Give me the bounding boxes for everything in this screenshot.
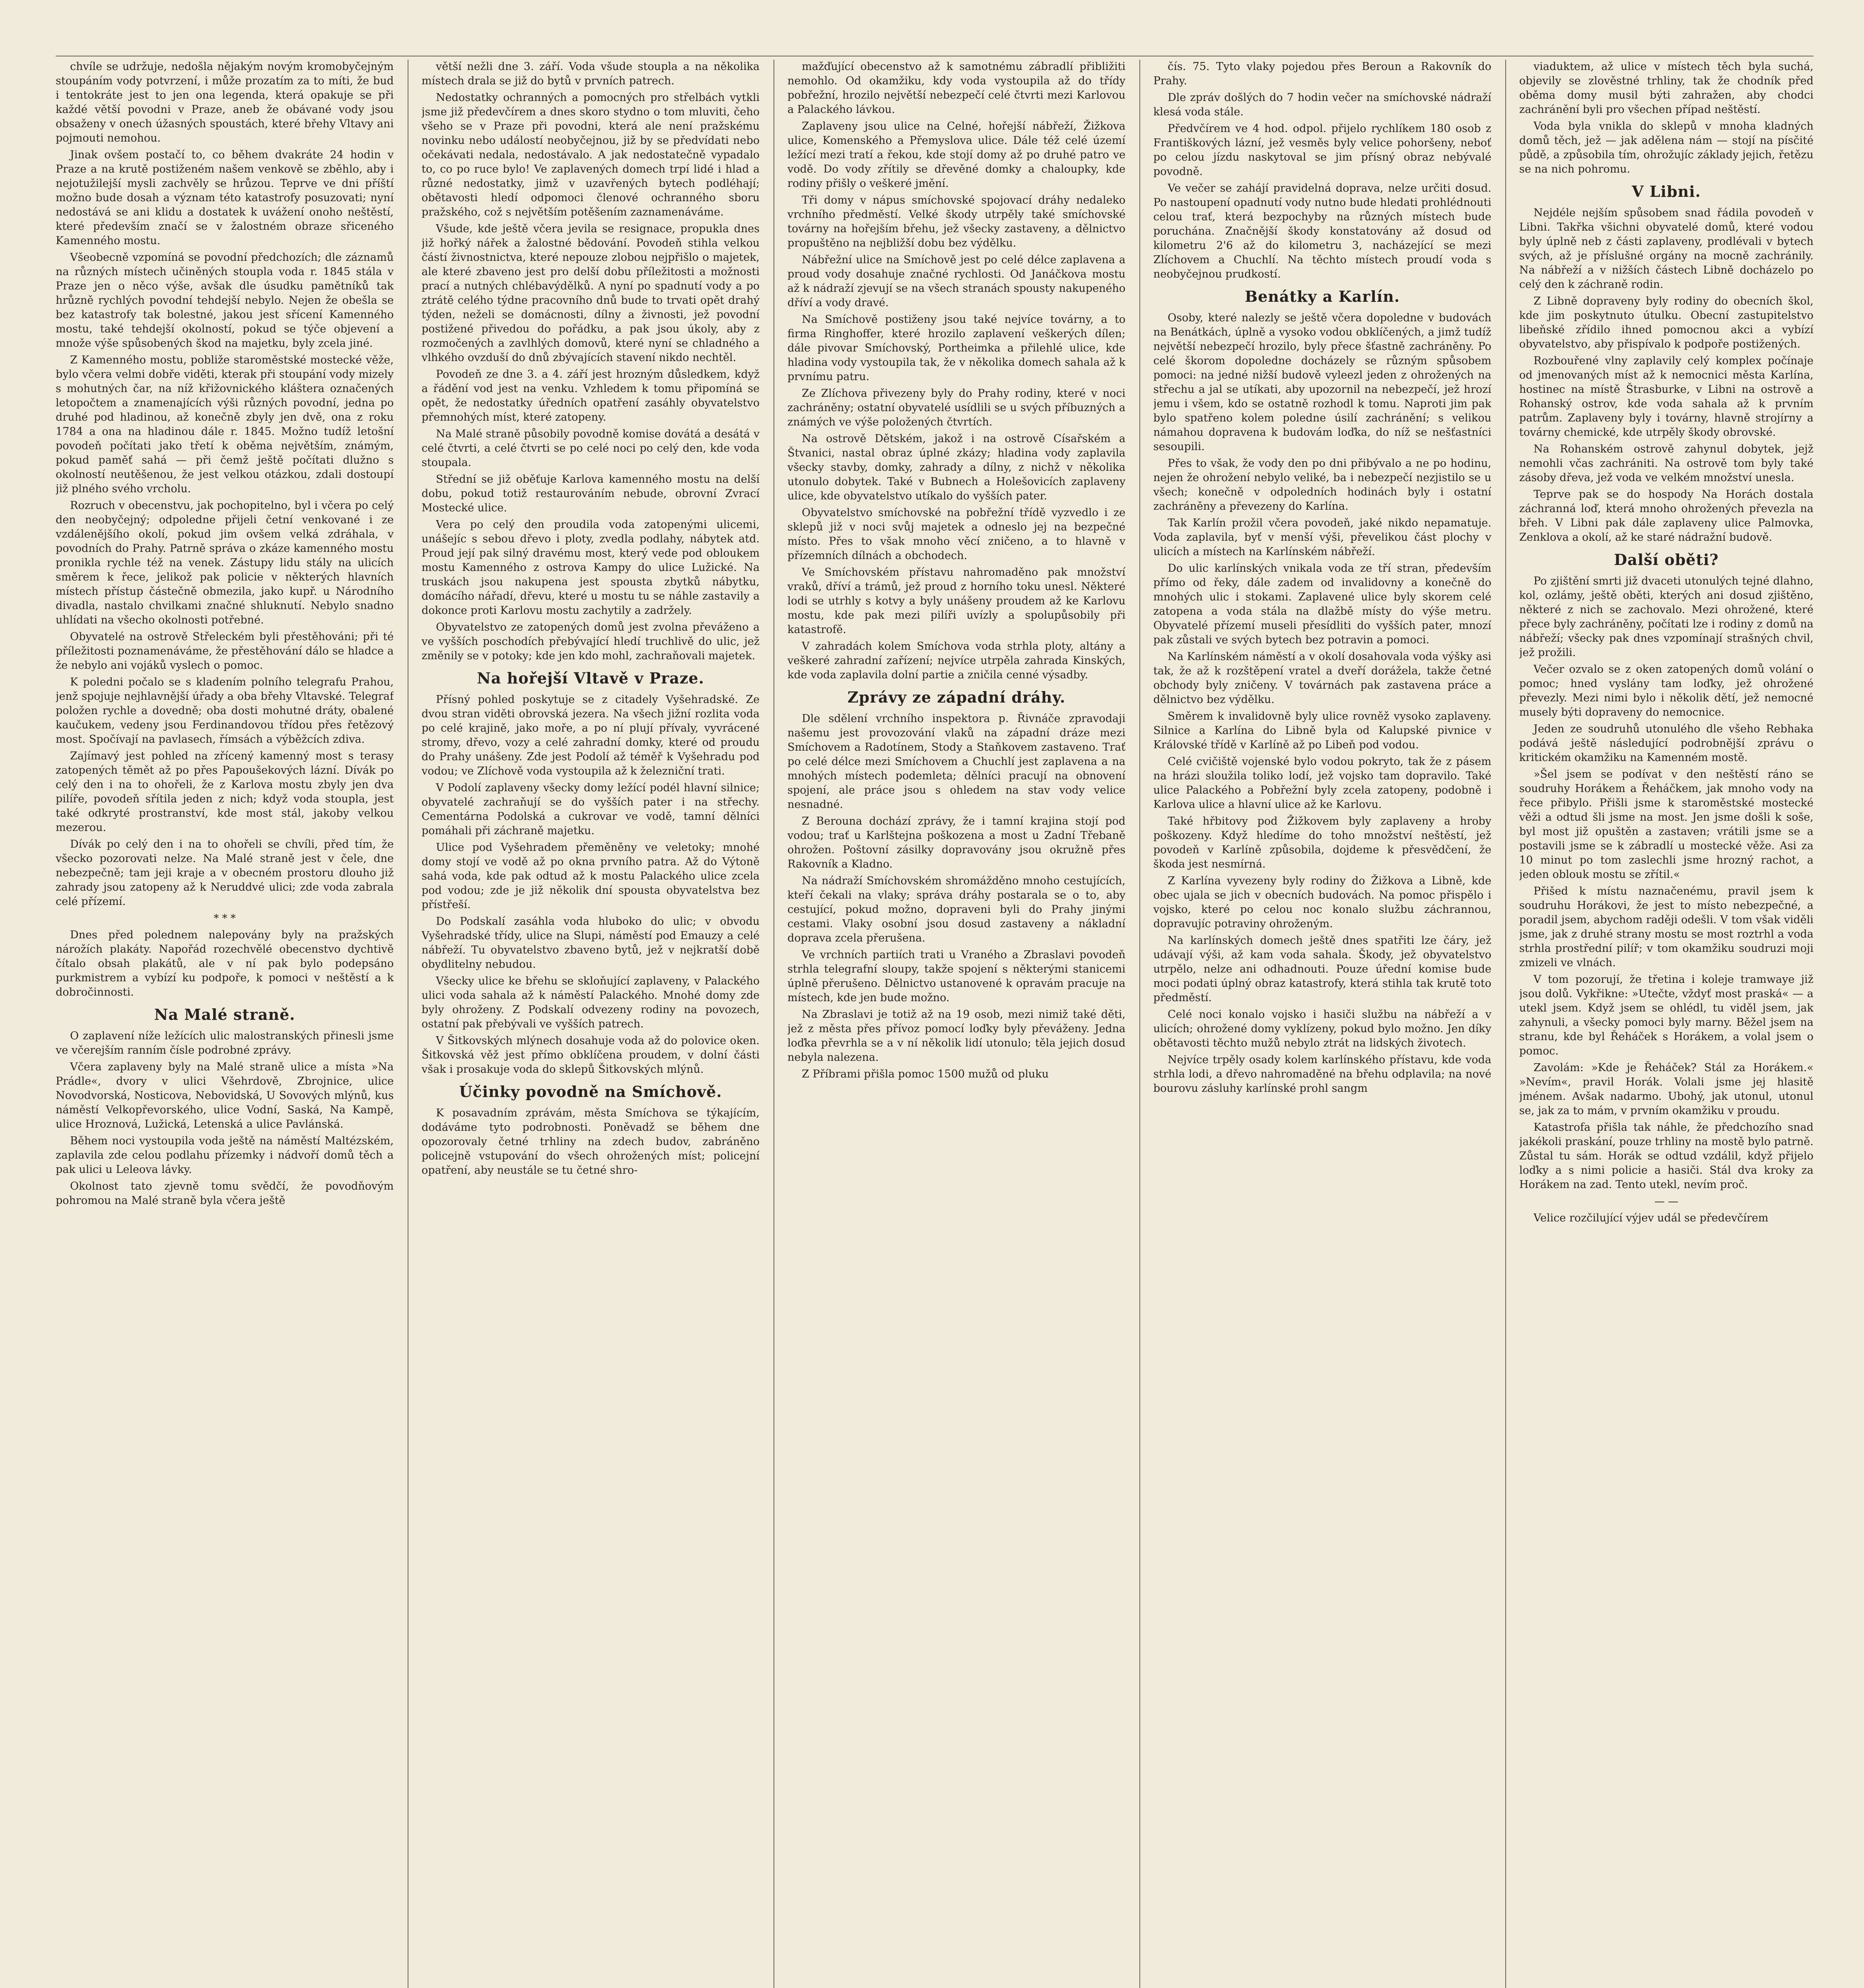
article-paragraph: Na Smíchově postiženy jsou také nejvíce továrny, a to firma Ringhoffer, které hrozilo zaplavení veškerých dílen; dále pivovar Smíchovský, Portheimka a přilehlé ulice, kde hladina vody vystoupila tak, že v několika domech sahala až k prvnímu patru. [787, 313, 1125, 383]
article-paragraph: Na Zbraslavi je totiž až na 19 osob, mezi nimiž také děti, jež z města přes přívoz pomocí loďky byly převáženy. Jedna loďka převrhla se a v ní několik lidí utonulo; těla jejich dosud nebyla nalezena. [787, 1008, 1125, 1064]
article-paragraph: V Podolí zaplaveny všecky domy ležící podél hlavní silnice; obyvatelé zachraňují se do vyšších pater i na střechy. Cementárna Podolská a cukrovar ve vodě, tamní dělníci pomáhali při záchraně majetku. [422, 782, 760, 837]
article-paragraph: V zahradách kolem Smíchova voda strhla ploty, altány a veškeré zahradní zařízení; nejvíce utrpěla zahrada Kinských, kde voda zaplavila dolní partie a zničila cenné výsadby. [787, 640, 1125, 681]
section-heading: Další oběti? [1614, 551, 1719, 569]
article-paragraph: Z Kamenného mostu, pobliže staroměstské mostecké věže, bylo včera velmi dobře viděti, kterak při stoupání vody mizely s mohutných čar, na níž křižovnického kláštera označených letopočtem a znamenajících výši různých povodní, jedna po druhé pod hladinou, až konečně zbyly jen dvě, ona z roku 1784 a ona na hladinou dále r. 1845. Možno tudíž letošní povodeň počítati jako třetí k oběma největším, známým, pokud paměť sahá — při čemž ještě počítati dlužno s okolností neutěšenou, že jest velkou otázkou, zdali dostoupí již plného svého vrcholu. [56, 354, 394, 495]
article-paragraph: Z Karlína vyvezeny byly rodiny do Žižkova a Libně, kde obec ujala se jich v obecních budovách. Na pomoc přispělo i vojsko, které po celou noc konalo službu záchrannou, dopravujíc potraviny ohroženým. [1153, 875, 1491, 930]
section-heading: Benátky a Karlín. [1245, 287, 1400, 305]
article-paragraph: Střední se již oběťuje Karlova kamenného mostu na delší dobu, pokud totiž restaurováním nebude, obrovní Zvrací Mostecké ulice. [422, 473, 760, 514]
article-paragraph: Osoby, které nalezly se ještě včera dopoledne v budovách na Benátkách, úplně a vysoko vodou obklíčených, a jimž tudíž největší nebezpečí hrozilo, byly přece šťastně zachráněny. Po celé škorom dopoledne docházely se různým spůsobem pomoci: na jedné nižší budově vyleezl jeden z ohrožených na střechu a jal se utíkati, aby upozornil na nebezpečí, jež hrozí jemu i všem, kdo se ostatně rozhodl k tomu. Naproti jim pak bylo spatřeno kolem poledne úsilí zachránění; s velikou námahou dopravena k budovám loďka, do níž se nešťastníci sesoupili. [1153, 312, 1491, 453]
column-divider [1505, 60, 1506, 1988]
article-paragraph: Ze Zlíchova přivezeny byly do Prahy rodiny, které v noci zachráněny; ostatní obyvatelé usídlili se u svých příbuzných a známých ve výše položených čtvrtích. [787, 387, 1125, 428]
article-paragraph: Zaplaveny jsou ulice na Celné, hořejší nábřeží, Žižkova ulice, Komenského a Přemyslova ulice. Dále též celé území ležící mezi tratí a řekou, kde stojí domy až po druhé patro ve vodě. Do vody zřítily se dřevěné domky a chaloupky, kde rodiny přišly o veškeré jmění. [787, 120, 1125, 190]
article-paragraph: Na karlínských domech ještě dnes spatřiti lze čáry, jež udávají výši, až kam voda sahala. Škody, jež obyvatelstvo utrpělo, nelze ani odhadnouti. Pouze úřední komise bude moci podati úplný obraz katastrofy, která stihla tak krutě toto předměstí. [1153, 934, 1491, 1004]
article-paragraph: Předvčírem ve 4 hod. odpol. přijelo rychlíkem 180 osob z Františkových lázní, jež vesměs byly velice pohoršeny, neboť po celou jízdu naskytoval se jim přísný obraz nebývalé povodně. [1153, 122, 1491, 178]
section-heading: V Libni. [1632, 182, 1701, 200]
article-paragraph: Po zjištění smrti již dvaceti utonulých tejné dlahno, kol, ozlámy, ještě oběti, kterých ani dosud zjištěno, některé z nich se zachovalo. Mezi ohrožené, které přece byly zachráněny, počítati lze i rodiny z domů na nábřeží; všecky pak dnes vzpomínají strašných chvil, jež prožili. [1519, 575, 1813, 659]
article-paragraph: Dívák po celý den i na to ohořeli se chvíli, před tím, že všecko pozorovati nelze. Na Malé straně jest v čele, dne nebezpečně; tam jeji kraje a v obecném prostoru dlouho již zahrady jsou zatopeny až k Neruddvé ulici; zde voda zabrala celé přízemí. [56, 838, 394, 908]
article-paragraph: Velice rozčilující výjev udál se předevčírem [1534, 1212, 1769, 1224]
section-separator: * * * [214, 912, 236, 924]
article-paragraph: »Šel jsem se podívat v den neštěstí ráno se soudruhy Horákem a Řeháčkem, jak mnoho vody na řece přibylo. Přišli jsme k staroměstské mostecké věži a odtud šli jsme na most. Jen jsme došli k soše, byl most již opuštěn a zastaven; vrátili jsme se a postavili jsme se k zábradlí u mostecké věže. Asi za 10 minut po tom zaslechli jsme hrozný rachot, a jeden oblouk mostu se zřítil.« [1519, 768, 1813, 881]
article-paragraph: K poledni počalo se s kladením polního telegrafu Prahou, jenž spojuje nejhlavnější úřady a oba břehy Vltavské. Telegraf položen rychle a dovedně; oba dosti mohutné dráty, obalené kaučukem, vedeny jsou Ferdinandovou třídou přes řetězový most. Spočívají na pavlasech, římsách a výběžcích zdiva. [56, 676, 394, 746]
article-paragraph: mažďující obecenstvo až k samotnému zábradlí přibližiti nemohlo. Od okamžiku, kdy voda vystoupila až do třídy pobřežní, hrozilo největší nebezpečí celé čtvrti mezi Karlovou a Palackého lávkou. [787, 60, 1125, 116]
article-paragraph: Také hřbitovy pod Žižkovem byly zaplaveny a hroby poškozeny. Když hledíme do toho množství neštěstí, jež povodeň v Karlíně způsobila, dojdeme k přesvědčení, že škoda jest nesmírná. [1153, 815, 1491, 870]
section-heading: Na hořejší Vltavě v Praze. [477, 669, 704, 687]
article-paragraph: Přišed k místu naznačenému, pravil jsem k soudruhu Horákovi, že jest to místo nebezpečné, a poradil jsem, abychom raději odešli. V tom však viděli jsme, jak z druhé strany mostu se most roztrhl a voda strhla prostřední pilíř; v tom okamžiku soudruzi moji zmizeli ve vlnách. [1519, 885, 1813, 969]
article-paragraph: O zaplavení níže ležících ulic malostranských přinesli jsme ve včerejším ranním čísle podrobné zprávy. [56, 1030, 394, 1056]
article-paragraph: Nejvíce trpěly osady kolem karlínského přístavu, kde voda strhla lodi, a dřevo nahromaděné na břehu odplavila; na nové bourovu zásluhy karlínské prohl sangm [1153, 1054, 1491, 1095]
article-paragraph: Z Libně dopraveny byly rodiny do obecních škol, kde jim poskytnuto útulku. Obecní zastupitelstvo libeňské zřídilo ihned pomocnou akci a vybízí obyvatelstvo, aby přispívalo k podpoře postižených. [1519, 295, 1813, 350]
section-separator: — — [1654, 1196, 1679, 1208]
article-paragraph: Nábřežní ulice na Smíchově jest po celé délce zaplavena a proud vody dosahuje značné rychlosti. Od Janáčkova mostu až k nádraží zjevují se na všech stranách spousty nakupeného dříví a vody dravé. [787, 254, 1125, 309]
article-paragraph: Přes to však, že vody den po dni přibývalo a ne po hodinu, nejen že ohrožení nebylo veliké, ba i nebezpečí nezjistilo se u všech; konečně v odpoledních hodinách byly i ostatní zachráněny a převezeny do Karlína. [1153, 457, 1491, 513]
article-paragraph: Dle zpráv došlých do 7 hodin večer na smíchovské nádraží klesá voda stále. [1153, 91, 1491, 118]
article-paragraph: Ve vrchních partiích trati u Vraného a Zbraslavi povodeň strhla telegrafní sloupy, takže spojení s některými stanicemi úplně přerušeno. Dělnictvo ustanovené k opravám pracuje na místech, kde jen bude možno. [787, 949, 1125, 1004]
article-paragraph: Celé cvičiště vojenské bylo vodou pokryto, tak že z pásem na hrázi sloužila toliko lodí, jež vojsko tam dopravilo. Také ulice Palackého a Pobřežní byly zcela zatopeny, podobně i Karlova ulice a hlavní ulice až ke Karlovu. [1153, 755, 1491, 811]
article-paragraph: Včera zaplaveny byly na Malé straně ulice a místa »Na Prádle«, dvory v ulici Všehrdově, Zbrojnice, ulice Novodvorská, Nosticova, Nebovidská, U Sovových mlýnů, kus náměstí Velkopřevorského, ulice Vodní, Saská, Na Kampě, ulice Hroznová, Lužická, Letenská a ulice Pavlánská. [56, 1061, 394, 1130]
article-paragraph: Přísný pohled poskytuje se z citadely Vyšehradské. Ze dvou stran viděti obrovská jezera. Na všech jižní rozlita voda po celé krajině, jako moře, a po ní plují přívaly, vyvrácené stromy, dřevo, vozy a celé zahradní domky, které od proudu do Prahy unášeny. Zde jest Podolí až téměř k Vyšehradu pod vodou; ve Zlíchově voda vystoupila až k železniční trati. [422, 693, 760, 777]
article-paragraph: Ve Smíchovském přístavu nahromaděno pak množství vraků, dříví a trámů, jež proud z horního toku unesl. Některé lodi se utrhly s kotvy a byly unášeny proudem až ke Karlovu mostu, kde pak mezi pilíři uvízly a spolupůsobily při katastrofě. [787, 566, 1125, 636]
article-paragraph: Katastrofa přišla tak náhle, že předchozího snad jakékoli praskání, pouze trhliny na mostě bylo patrně. Zůstal tu sám. Horák se odtud vzdálil, když přijelo loďky a s nimi policie a hasiči. Stál dva kroky za Horákem na zad. Tento utekl, nevím proč. [1519, 1121, 1813, 1191]
article-paragraph: V Šitkovských mlýnech dosahuje voda až do polovice oken. Šitkovská věž jest přímo obklíčena proudem, v dolní části však i prosakuje voda do sklepů Šitkovských mlýnů. [422, 1035, 760, 1076]
article-paragraph: chvíle se udržuje, nedošla nějakým novým kromobyčejným stoupáním vody potvrzení, i může prozatím za to míti, že bud i tentokráte jest to jen ona legenda, která opakuje se při každé větší povodni v Praze, aneb že obávané vody jsou obsaženy v onech úžasných spoustách, které břehy Vltavy ani pojmouti nemohou. [56, 60, 394, 144]
article-paragraph: Obyvatelstvo ze zatopených domů jest zvolna převáženo a ve vyšších poschodích přebývající hledí truchlivě do ulic, jež změnily se v potoky; kde jen kdo mohl, zachraňovali majetek. [422, 621, 760, 662]
article-paragraph: Celé noci konalo vojsko i hasiči službu na nábřeží a v ulicích; ohrožené domy vyklízeny, pokud bylo možno. Jen díky obětavosti těchto mužů nebylo ztrát na lidských životech. [1153, 1008, 1491, 1049]
article-paragraph: Dle sdělení vrchního inspektora p. Řivnáče zpravodaji našemu jest provozování vlaků na západní dráze mezi Smíchovem a Radotínem, Stody a Staňkovem zastaveno. Trať po celé délce mezi Smíchovem a Chuchlí jest zaplavena a na mnohých místech podemleta; dělníci pracují na obnovení spojení, ale práce jsou s ohledem na stav vody velice nesnadné. [787, 712, 1125, 811]
article-paragraph: Jinak ovšem postačí to, co během dvakráte 24 hodin v Praze a na krutě postiženém našem venkově se zběhlo, aby i nejotužilejší mysli zachvěly se hrůzou. Teprve ve dni příští možno bude dosah a význam této katastrofy posuzovati; nyní nedostává se ani klidu a dostatek k uvážení onoho neštěstí, které především značí se v žalostném obraze sřiceného Kamenného mostu. [56, 149, 394, 247]
article-paragraph: Nedostatky ochranných a pomocných pro střelbách vytkli jsme již předevčírem a dnes skoro stydno o tom mluviti, čeho všeho se v Praze při povodni, která ale není pražskému novinku nebo událostí neobyčejnou, již by se předvídati nebo očekávati nedala, nedostávalo. A jak nedostatečně vypadalo to, co po ruce bylo! Ve zaplavených domech trpí lidé i hlad a různé nedostatky, jimž v uzavřených bytech podléhají; obětavosti hledí odpomoci členové ochranného sboru pražského, což s největším potěšením zaznamenáváme. [422, 91, 760, 218]
article-paragraph: Jeden ze soudruhů utonulého dle všeho Rebhaka podává ještě následující podrobnější zprávu o kritickém okamžiku na Kamenném mostě. [1519, 723, 1813, 764]
article-paragraph: Do ulic karlínských vnikala voda ze tří stran, především přímo od řeky, dále zadem od invalidovny a konečně do mnohých ulic i stokami. Zaplavené ulice byly skorem celé zatopena a voda stála na dlažbě místy do výše metru. Obyvatelé přízemí museli přesídliti do vyšších pater, mnozí pak zůstali ve svých bytech bez potravin a pomoci. [1153, 562, 1491, 646]
article-paragraph: Směrem k invalidovně byly ulice rovněž vysoko zaplaveny. Silnice a Karlína do Libně byla od Kalupské pivnice v Královské třídě v Karlíně až po Libeň pod vodou. [1153, 710, 1491, 751]
article-paragraph: Na Rohanském ostrově zahynul dobytek, jejž nemohli včas zachrániti. Na ostrově tom byly také zásoby dřeva, jež voda ve velkém množství unesla. [1519, 443, 1813, 484]
column-1 [56, 60, 394, 1988]
column-4 [1153, 60, 1491, 1988]
article-paragraph: Tři domy v nápus smíchovské spojovací dráhy nedaleko vrchního předměstí. Velké škody utrpěly také smíchovské továrny na hořejším břehu, jež všecky zastaveny, a dělnictvo propuštěno na nejbližší dobu bez výdělku. [787, 194, 1125, 249]
article-paragraph: Během noci vystoupila voda ještě na náměstí Maltézském, zaplavila zde celou podlahu přízemky i nádvoří domů těch a pak ulici u Leleova lávky. [56, 1135, 394, 1176]
article-paragraph: Na ostrově Dětském, jakož i na ostrově Císařském a Štvanici, nastal obraz úplné zkázy; hladina vody zaplavila všecky stavby, domky, zahrady a dílny, z nichž v několika utonulo dobytek. Také v Bubnech a Holešovicích zaplaveny ulice, kde obyvatelstvo utíkalo do vyšších pater. [787, 433, 1125, 502]
article-paragraph: Všude, kde ještě včera jevila se resignace, propukla dnes již hořký nářek a žalostné bědování. Povodeň stihla velkou částí živnostnictva, které nepouze zlobou nejpřišlo o majetek, ale které zbaveno jest pro delší dobu příležitosti a možnosti prací a nutných chlébavýdělků. A nyní po spadnutí vody a po ztrátě celého týdne pracovního dnů bude to trvati opět drahý týden, neželi se domácnosti, dílny a živnosti, jež povodní postižené přivedou do pořádku, a pak jsou úkoly, aby z rozmočených a zavlhlých domovů, které nyní se chladného a vlhkého ovzduší do dnů zbývajících stavení nikdo nechtěl. [422, 223, 760, 364]
article-paragraph: Rozbouřené vlny zaplavily celý komplex počínaje od jmenovaných míst až k nemocnici města Karlína, hostinec na místě Štrasburke, v Libni na ostrově a Rohanský ostrov, kde voda sahala až k prvním patrům. Zaplaveny byly i továrny, hlavně strojírny a továrny chemické, kde utrpěly škody obrovské. [1519, 355, 1813, 439]
article-paragraph: Na nádraží Smíchovském shromážděno mnoho cestujících, kteří čekali na vlaky; správa dráhy postarala se o to, aby cestující, pokud možno, dopraveni byli do Prahy jinými cestami. Vlaky osobní jsou dosud zastaveny a nákladní doprava zcela přerušena. [787, 875, 1125, 944]
article-paragraph: Zajímavý jest pohled na zřícený kamenný most s terasy zatopených těmět až po přes Papoušekových lázní. Dívák po celý den i na to ohořeli, že z Karlova mostu zbyly jen dva pilíře, povodeň sřítila jeden z nich; když voda stoupla, jest také odkryté prostranství, kde most stál, jakoby velkou mezerou. [56, 750, 394, 834]
article-paragraph: Povodeň ze dne 3. a 4. září jest hrozným důsledkem, když a řádění vod jest na venku. Vzhledem k tomu připomíná se opět, že nedostatky úředních opatření zasáhly obyvatelstvo přemnohých míst, které zatopeny. [422, 368, 760, 423]
column-divider [1139, 60, 1140, 1988]
article-paragraph: Zavolám: »Kde je Řeháček? Stál za Horákem.« »Nevím«, pravil Horák. Volali jsme jej hlasitě jménem. Avšak nadarmo. Ubohý, jak utonul, utonul se, jak za to mám, v prvním okamžiku v proudu. [1519, 1062, 1813, 1117]
article-paragraph: Na Malé straně působily povodně komise dovátá a desátá v celé čtvrti, a celé čtvrti se po celé noci po celý den, kde voda stoupala. [422, 428, 760, 469]
article-paragraph: Obyvatelstvo smíchovské na pobřežní třídě vyzvedlo i ze sklepů již v noci svůj majetek a odneslo jej na bezpečné místo. Přes to však mnoho věcí zničeno, a to hlavně v přízemních dílnách a obchodech. [787, 507, 1125, 562]
article-paragraph: čís. 75. Tyto vlaky pojedou přes Beroun a Rakovník do Prahy. [1153, 60, 1491, 87]
column-5 [1519, 60, 1813, 1988]
article-paragraph: Všecky ulice ke břehu se skloňující zaplaveny, v Palackého ulici voda sahala až k náměstí Palackého. Mnohé domy zde byly ohroženy. Z Podskalí odvezeny rodiny na povozech, ostatní pak přebývali ve vyšších patrech. [422, 975, 760, 1030]
article-paragraph: V tom pozorují, že třetina i koleje tramwaye již jsou dolů. Vykřikne: »Utečte, vždyť most praská« — a utekl jsem. Když jsem se ohlédl, tu viděl jsem, jak zahynuli, a všecky pomoci byly marny. Běžel jsem na stranu, kde byl Řeháček s Horákem, a volal jsem o pomoc. [1519, 973, 1813, 1057]
section-heading: Zprávy ze západní dráhy. [847, 688, 1066, 706]
article-paragraph: Ve večer se zahájí pravidelná doprava, nelze určiti dosud. Po nastoupení opadnutí vody nutno bude hledati prohlédnouti celou trať, která bezpochyby na různých místech bude poruchána. Značnější škody konstatovány až dosud od kilometru 2'6 až do kilometru 3, nacházející se mezi Zlíchovem a Chuchlí. Na těchto místech proudí voda s neobyčejnou prudkostí. [1153, 182, 1491, 280]
article-paragraph: Dnes před polednem nalepovány byly na pražských nárožích plakáty. Napořád rozechvělé obecenstvo dychtivě čítalo obsah plakátů, ale v ní pak bylo podepsáno purkmistrem a vybízí ku podpoře, k pomoci v neštěstí a k dobročinnosti. [56, 929, 394, 998]
article-paragraph: Vera po celý den proudila voda zatopenými ulicemi, unášejíc s sebou dřevo i ploty, zvedla podlahy, nábytek atd. Proud její pak silný dravému most, který vede pod obloukem mostu Kamenného z ostrova Kampy do ulice Lužické. Na truskách jsou nakupena jest spousta zbytků nábytku, domácího nářadí, dřevu, které u mostu tu se náhle zastavily a dokonce proti Karlovu mostu zachytily a zadržely. [422, 518, 760, 617]
article-paragraph: Večer ozvalo se z oken zatopených domů volání o pomoc; hned vyslány tam loďky, jež ohrožené převezly. Mezi nimi bylo i několik dětí, jež nemocné musely býti dopraveny do nemocnice. [1519, 663, 1813, 718]
section-heading: Na Malé straně. [154, 1006, 295, 1023]
article-paragraph: Všeobecně vzpomíná se povodní předchozích; dle záznamů na různých místech učiněných stoupla voda r. 1845 stála v Praze jen o něco výše, avšak dle úsudku pamětníků tak hrůzně rychlých povodní tehdejší nebylo. Nejen že obešla se bez katastrofy tak bolestné, jakou jest sřícení Kamenného mostu, také tehdejší okolností, pokud se týče objevení a množe výše spůsobených škod na majetku, byly zcela jiné. [56, 251, 394, 349]
article-paragraph: Ulice pod Vyšehradem přeměněny ve veletoky; mnohé domy stojí ve vodě až po okna prvního patra. Až do Výtoně sahá voda, kde pak odtud až k mostu Palackého ulice zcela pod vodou; zde je již několik dní spousta obyvatelstva bez přístřeší. [422, 841, 760, 911]
article-paragraph: větší nežli dne 3. září. Voda všude stoupla a na několika místech drala se již do bytů v prvních patrech. [422, 60, 760, 87]
article-paragraph: Z Příbrami přišla pomoc 1500 mužů od pluku [802, 1068, 1049, 1080]
article-paragraph: Tak Karlín prožil včera povodeň, jaké nikdo nepamatuje. Voda zaplavila, byť v menší výši, převelikou část plochy v ulicích a místech na Karlínském nábřeží. [1153, 517, 1491, 558]
article-paragraph: Z Berouna dochází zprávy, že i tamní krajina stojí pod vodou; trať u Karlštejna poškozena a most u Zadní Třebaně ohrožen. Poštovní zásilky dopravovány jsou okružně přes Rakovník a Kladno. [787, 815, 1125, 870]
article-paragraph: Okolnost tato zjevně tomu svědčí, že povodňovým pohromou na Malé straně byla včera ještě [56, 1180, 394, 1207]
section-heading: Účinky povodně na Smíchově. [459, 1083, 722, 1101]
article-paragraph: viaduktem, až ulice v místech těch byla suchá, objevily se zlověstné trhliny, tak že chodník před oběma domy musil býti zahražen, aby chodci zachránění byli pro všechen případ neštěstí. [1519, 60, 1813, 116]
article-paragraph: Nejdéle nejším spůsobem snad řádila povodeň v Libni. Takřka všichni obyvatelé domů, které vodou byly úplně neb z části zaplaveny, prodlévali v bytech svých, až je příslušné orgány na mocně zachránily. Na nábřeží a v nižších částech Libně docházelo po celý den k záchraně rodin. [1519, 207, 1813, 291]
article-paragraph: Do Podskalí zasáhla voda hluboko do ulic; v obvodu Vyšehradské třídy, ulice na Slupi, náměstí pod Emauzy a celé nábřeží. Tu obyvatelstvo zbaveno bytů, jež v nejkratší době obydlitelny nebudou. [422, 915, 760, 971]
article-paragraph: K posavadním zprávám, města Smíchova se týkajícím, dodáváme tyto podrobnosti. Poněvadž se během dne opozorovaly četné trhliny na zdech budov, zabráněno policejně vstupování do všech ohrožených míst; policejní opatření, aby neustále se tu četné shro- [422, 1107, 760, 1176]
column-3 [787, 60, 1125, 1988]
article-paragraph: Voda byla vnikla do sklepů v mnoha kladných domů těch, jež — jak adělena nám — stojí na písčité půdě, a způsobila tím, ohrožujíc základy jejich, řetězu se na nich pohromu. [1519, 120, 1813, 175]
article-paragraph: Obyvatelé na ostrově Střeleckém byli přestěhováni; při té příležitosti poznamenáváme, že přestěhování dálo se hladce a že nebylo ani vojáků vyslech o pomoc. [56, 631, 394, 672]
article-paragraph: Na Karlínském náměstí a v okolí dosahovala voda výšky asi tak, že až k rozštěpení vratel a dveří dorážela, takže četné obchody byly zničeny. V továrnách pak zastavena práce a dělnictvo bez výdělku. [1153, 650, 1491, 706]
article-paragraph: Rozruch v obecenstvu, jak pochopitelno, byl i včera po celý den neobyčejný; odpoledne přijeli četní venkované i ze vzdálenějšího okolí, pokud jim ovšem velká zdráhala, v povodních do Prahy. Patrně správa o zkáze kamenného mostu pronikla rychle též na venek. Zástupy lidu stály na ulicích směrem k řece, jelikož pak policie v některých hlavních místech přístup částečně obmezila, jako kupř. u Národního divadla, nastalo chvilkami značné shluknutí. Nebylo snadno uhlídati na všecho okolnosti potřebné. [56, 499, 394, 626]
article-paragraph: Teprve pak se do hospody Na Horách dostala záchranná loď, která mnoho ohrožených převezla na břeh. V Libni pak dále zaplaveny ulice Palmovka, Zenklova a okolí, až ke staré nádražní budově. [1519, 488, 1813, 544]
column-2 [422, 60, 760, 1988]
